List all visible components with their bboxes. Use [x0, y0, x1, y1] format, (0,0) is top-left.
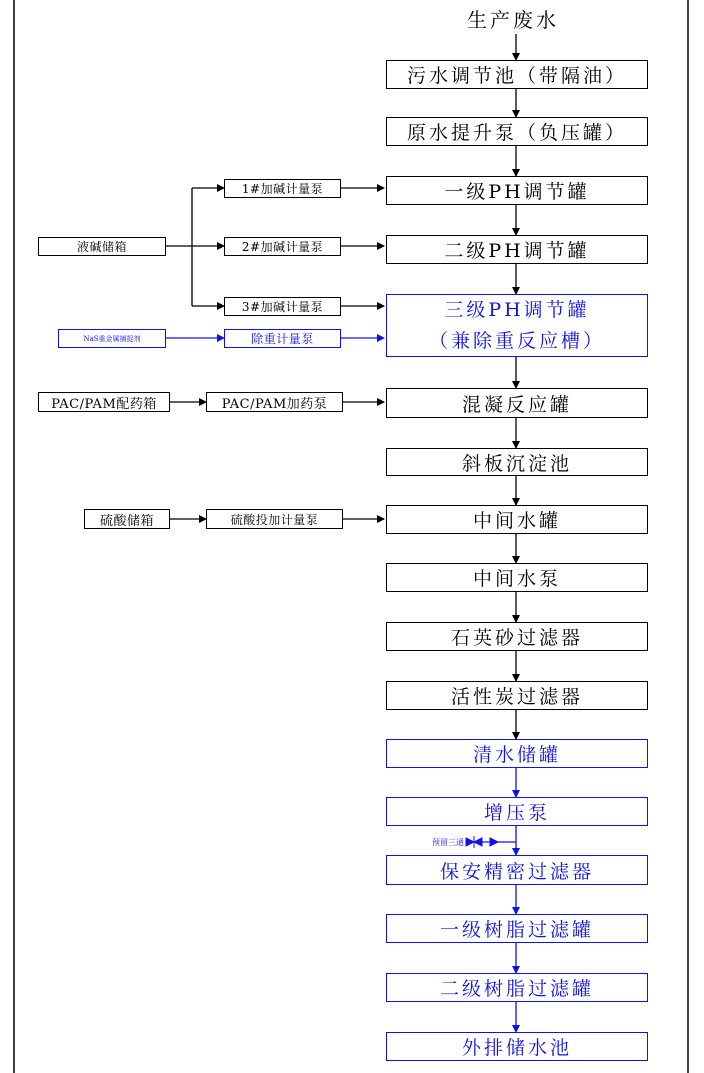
step-ph-tank-3: [386, 294, 648, 357]
step-ph-tank-2: 二级PH调节罐: [386, 235, 648, 264]
pac-pam-tank: PAC/PAM配药箱: [38, 392, 170, 412]
step-resin-filter-1: 一级树脂过滤罐: [386, 914, 648, 943]
heavy-metal-pump: 除重计量泵: [224, 329, 341, 348]
step-sedimentation-pool: 斜板沉淀池: [386, 448, 648, 476]
step-raw-water-pump: 原水提升泵（负压罐）: [386, 117, 648, 146]
step-intermediate-tank: 中间水罐: [386, 505, 648, 534]
step-regulating-pool: 污水调节池（带隔油）: [386, 60, 648, 89]
step-carbon-filter: 活性炭过滤器: [386, 681, 648, 710]
heavy-metal-agent: NaS重金属捕捉剂: [58, 329, 166, 348]
alkali-pump-3: 3#加碱计量泵: [224, 297, 341, 316]
step-ph-tank-1: 一级PH调节罐: [386, 176, 648, 205]
step-resin-filter-2: 二级树脂过滤罐: [386, 973, 648, 1002]
step-clean-water-tank: 清水储罐: [386, 739, 648, 768]
step-security-filter: 保安精密过滤器: [386, 855, 648, 885]
valve-icon: [466, 836, 498, 848]
alkali-tank: 液碱储箱: [38, 237, 166, 256]
step-ph-tank-3-line2: （兼除重反应槽）: [428, 329, 605, 352]
sulfuric-acid-tank: 硫酸储箱: [84, 509, 170, 529]
step-ph-tank-3-line1: 三级PH调节罐: [444, 298, 590, 321]
source-title: 生产废水: [467, 8, 559, 32]
step-coagulation-tank: 混凝反应罐: [386, 388, 648, 418]
pac-pam-pump: PAC/PAM加药泵: [206, 392, 343, 412]
alkali-pump-1: 1#加碱计量泵: [224, 179, 341, 198]
reserved-tee-label: 预留三通: [432, 838, 464, 847]
alkali-pump-2: 2#加碱计量泵: [224, 237, 341, 256]
sulfuric-acid-pump: 硫酸投加计量泵: [206, 509, 343, 529]
step-booster-pump: 增压泵: [386, 797, 648, 826]
step-intermediate-pump: 中间水泵: [386, 563, 648, 592]
step-discharge-pool: 外排储水池: [386, 1032, 648, 1061]
pac-acid-dosing-lines: [170, 402, 384, 519]
step-sand-filter: 石英砂过滤器: [386, 622, 648, 651]
